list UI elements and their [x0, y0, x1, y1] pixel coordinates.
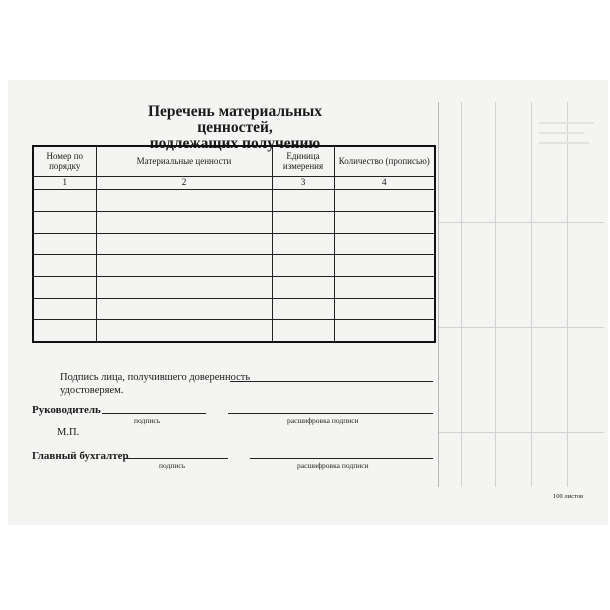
table-header-row — [33, 146, 435, 176]
table-row — [33, 211, 435, 233]
stub-row-line — [439, 327, 604, 328]
leaves-count: 100 листов — [553, 493, 584, 500]
certified-label: удостоверяем. — [60, 385, 124, 396]
signature-label: Подпись лица, получившего доверенность — [60, 372, 251, 383]
accountant-label: Главный бухгалтер — [32, 450, 129, 462]
table-row — [33, 190, 435, 212]
stub-area — [438, 102, 604, 487]
table-row — [33, 320, 435, 342]
table-row — [33, 276, 435, 298]
col-number-3: 3 — [272, 176, 334, 189]
col-number-2: 2 — [96, 176, 272, 189]
director-decode-caption: расшифровка подписи — [287, 416, 359, 425]
stub-row-line — [439, 432, 604, 433]
faded-print — [539, 132, 584, 134]
accountant-decode-line[interactable] — [250, 458, 433, 459]
director-label: Руководитель — [32, 404, 101, 416]
stub-column-line — [531, 102, 532, 487]
table-row — [33, 298, 435, 320]
title-line-1: Перечень материальных ценностей, — [147, 103, 323, 136]
header-materials: Материальные ценности — [96, 146, 272, 176]
header-number: Номер по порядку — [33, 146, 96, 176]
col-number-1: 1 — [33, 176, 96, 189]
materials-table — [32, 145, 436, 343]
table-row — [33, 255, 435, 277]
accountant-decode-caption: расшифровка подписи — [297, 461, 369, 470]
stub-column-line — [567, 102, 568, 487]
faded-print — [539, 142, 589, 144]
stub-row-line — [439, 222, 604, 223]
faded-print — [539, 122, 594, 124]
director-decode-line[interactable] — [228, 413, 433, 414]
director-sign-caption: подпись — [134, 416, 161, 425]
table-row — [33, 233, 435, 255]
accountant-sign-line[interactable] — [124, 458, 228, 459]
table-numbers-row — [33, 176, 435, 189]
signature-line[interactable] — [230, 381, 433, 382]
accountant-sign-caption: подпись — [159, 461, 186, 470]
col-number-4: 4 — [334, 176, 435, 189]
stamp-label: М.П. — [57, 427, 80, 438]
director-sign-line[interactable] — [102, 413, 206, 414]
header-unit: Единица измерения — [272, 146, 334, 176]
header-quantity: Количество (прописью) — [334, 146, 435, 176]
stub-column-line — [495, 102, 496, 487]
title-line-2: подлежащих получению — [149, 135, 321, 152]
stub-column-line — [461, 102, 462, 487]
